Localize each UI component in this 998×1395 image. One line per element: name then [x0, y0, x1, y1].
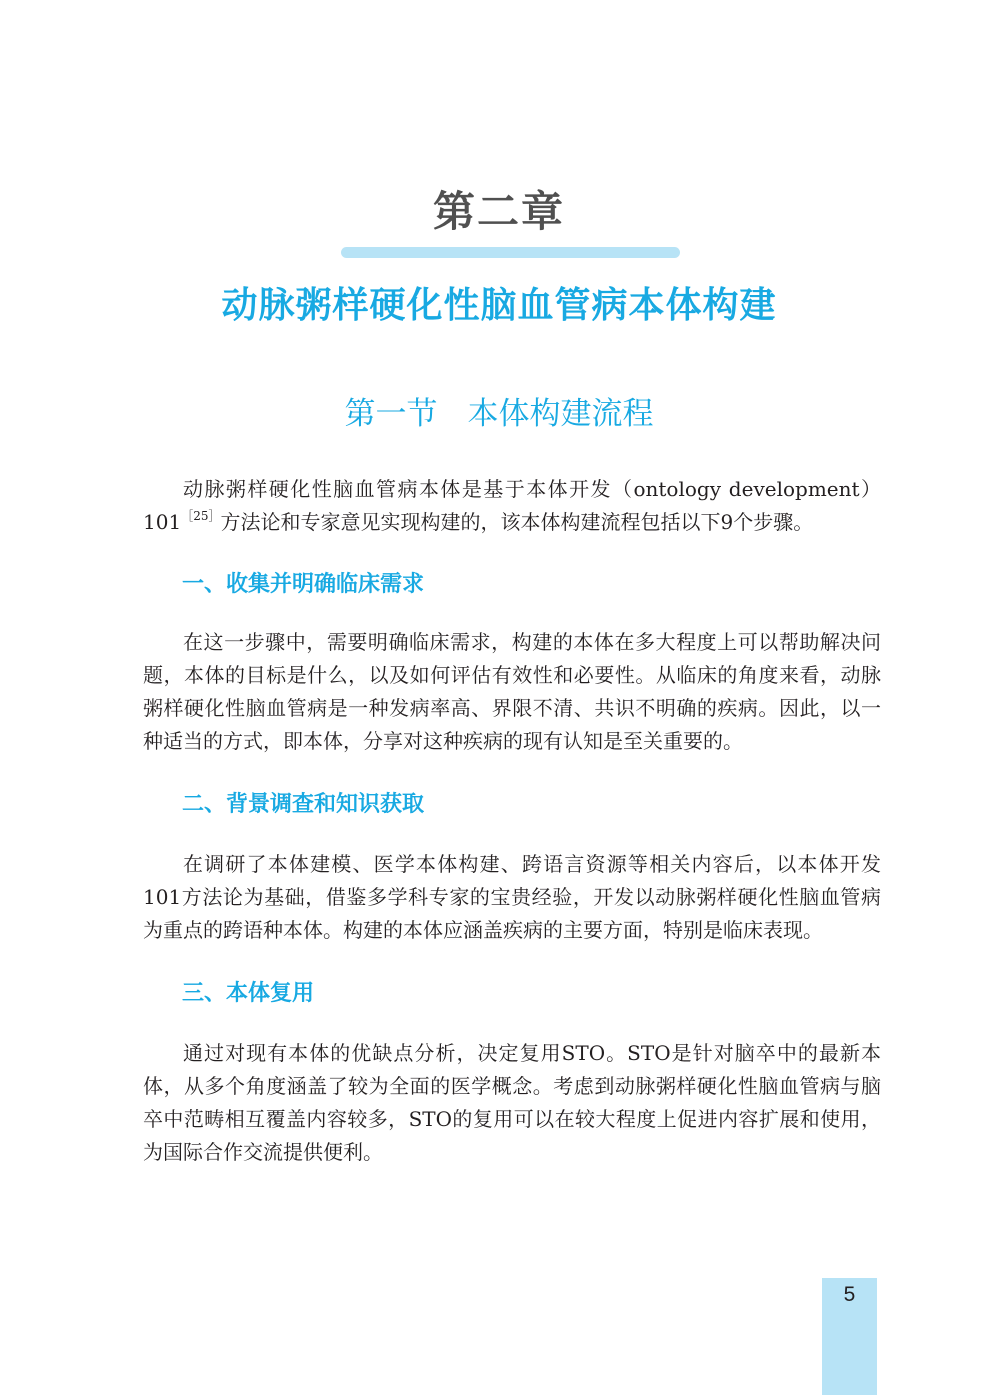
section-heading [0, 390, 998, 438]
step-body-2: 在调研了本体建模、医学本体构建、跨语言资源等相关内容后，以本体开发101方法论为基础，借鉴多学科专家的宝贵经验，开发以动脉粥样硬化性脑血管病为重点的跨语种本体。构建的本体应涵盖疾病的主要方面，特别是临床表现。 [143, 852, 881, 942]
page-number: 5 [843, 1283, 856, 1306]
step-body-1: 在这一步骤中，需要明确临床需求，构建的本体在多大程度上可以帮助解决问题，本体的目标是什么，以及如何评估有效性和必要性。从临床的角度来看，动脉粥样硬化性脑血管病是一种发病率高、界限不清、共识不明确的疾病。因此，以一种适当的方式，即本体，分享对这种疾病的现有认知是至关重要的。 [143, 630, 881, 753]
step-heading-2: 二、背景调查和知识获取 [182, 792, 425, 817]
intro-paragraph [143, 473, 881, 539]
intro-text: 动脉粥样硬化性脑血管病本体是基于本体开发（ontology development）101 [143, 477, 881, 534]
section-title: 本体构建流程 [467, 396, 654, 432]
section-number: 第一节 [344, 396, 438, 432]
step-heading-3: 三、本体复用 [182, 981, 315, 1006]
citation-reference: ［25］ [181, 509, 221, 523]
title-divider-bar [341, 247, 680, 258]
intro-text-continued: 方法论和专家意见实现构建的，该本体构建流程包括以下9个步骤。 [220, 510, 814, 534]
chapter-label: 第二章 [432, 187, 565, 236]
page-number-tab [822, 1278, 877, 1395]
step-heading-1: 一、收集并明确临床需求 [182, 572, 425, 597]
chapter-title: 动脉粥样硬化性脑血管病本体构建 [221, 285, 777, 326]
step-body-3: 通过对现有本体的优缺点分析，决定复用STO。STO是针对脑卒中的最新本体，从多个角度涵盖了较为全面的医学概念。考虑到动脉粥样硬化性脑血管病与脑卒中范畴相互覆盖内容较多，STO的复用可以在较大程度上促进内容扩展和使用，为国际合作交流提供便利。 [143, 1041, 881, 1164]
